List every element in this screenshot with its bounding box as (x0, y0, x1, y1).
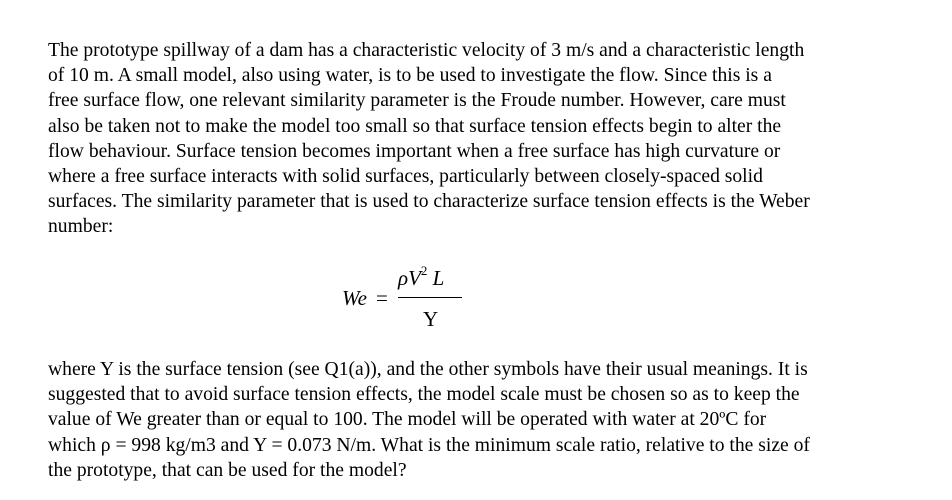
text-line: The prototype spillway of a dam has a characteristic velocity of 3 m/s and a characteristic length (48, 40, 805, 61)
equation-numerator (398, 263, 445, 291)
problem-paragraph-question (48, 357, 928, 483)
weber-number-equation (342, 262, 482, 342)
text-line: where Y is the surface tension (see Q1(a)), and the other symbols have their usual meanings. It is (48, 359, 808, 380)
equation-equals: = (376, 286, 388, 310)
text-line: surfaces. The similarity parameter that is used to characterize surface tension effects is the Weber (48, 191, 810, 213)
text-line: also be taken not to make the model too small so that surface tension effects begin to alter the (48, 115, 782, 137)
equation-numerator-rho-v: ρV (398, 266, 421, 290)
fraction-bar (398, 297, 462, 298)
equation-exponent: 2 (420, 263, 428, 278)
text-line: the prototype, that can be used for the model? (48, 459, 407, 481)
text-line: where a free surface interacts with solid surfaces, particularly between closely-spaced solid (48, 166, 763, 188)
text-line: number: (48, 216, 114, 238)
text-line: free surface flow, one relevant similarity parameter is the Froude number. However, care must (48, 90, 786, 112)
text-line: suggested that to avoid surface tension effects, the model scale must be chosen so as to keep the (48, 384, 800, 406)
problem-paragraph-intro (48, 38, 928, 240)
text-line: which ρ = 998 kg/m3 and Y = 0.073 N/m. What is the minimum scale ratio, relative to the size of (48, 434, 810, 456)
equation-numerator-l: L (432, 266, 445, 290)
equation-lhs: We (342, 286, 367, 310)
equation-denominator: Y (423, 307, 439, 331)
text-line: of 10 m. A small model, also using water, is to be used to investigate the flow. Since this is a (48, 65, 772, 87)
text-line: flow behaviour. Surface tension becomes important when a free surface has high curvature or (48, 140, 781, 162)
text-line: value of We greater than or equal to 100. The model will be operated with water at 20ºC for (48, 409, 767, 431)
